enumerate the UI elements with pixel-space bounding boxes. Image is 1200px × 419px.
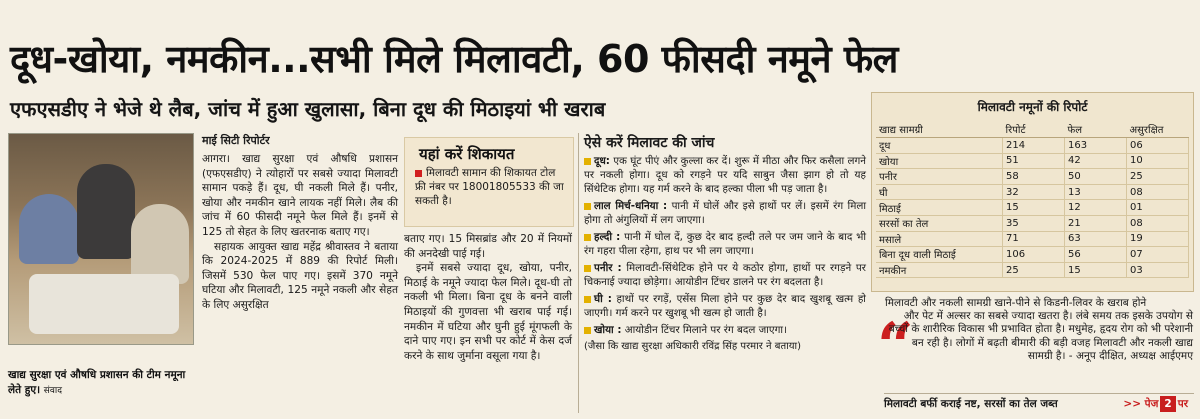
table-cell: पनीर: [876, 169, 1003, 185]
table-row: [876, 215, 1189, 231]
table-cell: 42: [1065, 153, 1127, 169]
check-label: खोया :: [594, 324, 622, 336]
yellow-square-icon: [584, 327, 591, 334]
table-cell: 163: [1065, 138, 1127, 154]
photo-credit: संवाद: [43, 386, 62, 396]
adulteration-check-box: [584, 133, 866, 353]
check-label: घी :: [594, 293, 612, 305]
yellow-square-icon: [584, 203, 591, 210]
table-header-row: [876, 121, 1189, 138]
check-label: दूध:: [594, 155, 610, 167]
yellow-square-icon: [584, 158, 591, 165]
table-cell: 32: [1003, 184, 1065, 200]
page-reference[interactable]: [1123, 394, 1188, 414]
table-cell: 03: [1126, 262, 1188, 278]
page-suffix: पर: [1177, 398, 1188, 410]
article-paragraph: सहायक आयुक्त खाद्य महेंद्र श्रीवास्तव ने बताया कि 2024-2025 में 889 की रिपोर्ट मिली। जिसमें 530 फेल पाए गए। इसमें 370 नमूने घटिया और मिलावटी, 125 नमूने नकली और सेहत के लिए असुरक्षित: [202, 240, 398, 311]
table-cell: 25: [1126, 169, 1188, 185]
byline: माई सिटी रिपोर्टर: [202, 134, 270, 147]
photo-caption-text: खाद्य सुरक्षा एवं औषधि प्रशासन की टीम नमूना लेते हुए।: [8, 369, 186, 396]
checks-title: ऐसे करें मिलावट की जांच: [584, 135, 715, 151]
table-header: असुरक्षित: [1126, 121, 1188, 138]
article-column-1: [202, 152, 398, 414]
table-cell: 15: [1065, 262, 1127, 278]
checks-note: (जैसा कि खाद्य सुरक्षा अधिकारी रविंद्र सिंह परमार ने बताया): [584, 341, 802, 352]
complaint-title: यहां करें शिकायत: [419, 145, 515, 163]
table-cell: 58: [1003, 169, 1065, 185]
yellow-square-icon: [584, 234, 591, 241]
check-text: आयोडीन टिंचर मिलाने पर रंग बदल जाएगा।: [624, 324, 787, 336]
column-divider: [578, 133, 579, 413]
yellow-square-icon: [584, 296, 591, 303]
table-row: [876, 200, 1189, 216]
table-cell: मसाले: [876, 231, 1003, 247]
table-cell: 51: [1003, 153, 1065, 169]
table-cell: 56: [1065, 247, 1127, 263]
article-paragraph: आगरा। खाद्य सुरक्षा एवं औषधि प्रशासन (एफएसडीए) ने त्योहारों पर सबसे ज्यादा मिलावटी सामान पकड़े हैं। दूध, घी नकली मिले हैं। पनीर, खोया और नमकीन खाने लायक नहीं मिले। लैब की जांच में 60 फीसदी नमूने फेल मिले हैं। इनमें से 125 तो सेहत के लिए खतरनाक बताए गए।: [202, 153, 398, 238]
table-cell: 08: [1126, 215, 1188, 231]
table-header: फेल: [1065, 121, 1127, 138]
complaint-text: मिलावटी सामान की शिकायत टोल फ्री नंबर पर 18001805533 की जा सकती है।: [415, 167, 564, 207]
table-row: [876, 184, 1189, 200]
table-cell: 08: [1126, 184, 1188, 200]
table-cell: 50: [1065, 169, 1127, 185]
table-cell: 25: [1003, 262, 1065, 278]
table-cell: 01: [1126, 200, 1188, 216]
table-cell: 106: [1003, 247, 1065, 263]
table-row: [876, 231, 1189, 247]
check-item: [584, 199, 866, 227]
check-item: [584, 261, 866, 289]
table-cell: घी: [876, 184, 1003, 200]
check-item: [584, 154, 866, 196]
table-cell: नमकीन: [876, 262, 1003, 278]
yellow-square-icon: [584, 265, 591, 272]
quote-first-line: मिलावटी और नकली सामग्री खाने-पीने से किडनी-लिवर के खराब होने: [885, 297, 1147, 309]
article-paragraph: इनमें सबसे ज्यादा दूध, खोया, पनीर, मिठाई के नमूने ज्यादा फेल मिले। दूध-घी तो नकली भी मिला। बिना दूध के बनने वाली मिठाइयों की गुणवत्ता भी खराब पाई गई। नमकीन में घटिया और घुनी हुई मूंगफली के दाने पाए गए। इन सभी पर कोर्ट में केस दर्ज करने के साथ जुर्माना वसूला गया है।: [404, 262, 572, 362]
table-cell: 13: [1065, 184, 1127, 200]
check-text: पानी में घोल दें, कुछ देर बाद हल्दी तले पर जम जाने के बाद भी रंग गहरा पीला रहेगा, हाथ पर भी लग जाएगा।: [584, 231, 866, 257]
table-header: खाद्य सामग्री: [876, 121, 1003, 138]
table-cell: 214: [1003, 138, 1065, 154]
page-arrow: >> पेज: [1123, 398, 1159, 410]
check-label: हल्दी :: [594, 231, 621, 243]
photo-caption: [8, 368, 198, 399]
complaint-box: [404, 137, 574, 227]
table-cell: 19: [1126, 231, 1188, 247]
footer-headline: मिलावटी बर्फी कराई नष्ट, सरसों का तेल जब्त: [884, 398, 1058, 410]
table-cell: 07: [1126, 247, 1188, 263]
table-cell: 12: [1065, 200, 1127, 216]
headline: दूध-खोया, नमकीन...सभी मिले मिलावटी, 60 फीसदी नमूने फेल: [10, 37, 898, 81]
expert-quote: [875, 297, 1193, 389]
table-cell: 15: [1003, 200, 1065, 216]
table-cell: 71: [1003, 231, 1065, 247]
table-cell: 21: [1065, 215, 1127, 231]
table-cell: सरसों का तेल: [876, 215, 1003, 231]
table-cell: दूध: [876, 138, 1003, 154]
check-item: [584, 323, 866, 337]
check-label: लाल मिर्च-धनिया :: [594, 200, 668, 212]
page-footer: [884, 393, 1194, 414]
table-cell: 35: [1003, 215, 1065, 231]
table-cell: बिना दूध वाली मिठाई: [876, 247, 1003, 263]
table-row: [876, 153, 1189, 169]
table-row: [876, 262, 1189, 278]
table-cell: 63: [1065, 231, 1127, 247]
check-label: पनीर :: [594, 262, 622, 274]
red-square-icon: [415, 170, 422, 177]
table-row: [876, 138, 1189, 154]
table-cell: 10: [1126, 153, 1188, 169]
table-row: [876, 169, 1189, 185]
quote-mark-icon: “: [877, 309, 914, 384]
check-item: [584, 230, 866, 258]
check-item: [584, 292, 866, 320]
table-header: रिपोर्ट: [1003, 121, 1065, 138]
check-text: मिलावटी-सिंथेटिक होने पर ये कठोर होगा, हाथों पर रगड़ने पर चिकनाई ज्यादा छोड़ेगा। आयोडीन टिंचर डालने पर रंग बदलता है।: [584, 262, 866, 288]
article-paragraph: बताए गए। 15 मिसब्रांड और 20 में नियमों की अनदेखी पाई गई।: [404, 233, 572, 260]
report-title: मिलावटी नमूनों की रिपोर्ट: [977, 100, 1088, 114]
report-table-box: [871, 92, 1194, 292]
news-photo: [8, 133, 194, 345]
check-text: हाथों पर रगड़ें, एसेंस मिला होने पर कुछ देर बाद खुशबू खत्म हो जाएगी। गर्म करने पर खुशबू भी खत्म हो जाती है।: [584, 293, 866, 319]
quote-text: [885, 297, 1193, 363]
subheadline: एफएसडीए ने भेजे थे लैब, जांच में हुआ खुलासा, बिना दूध की मिठाइयां भी खराब: [10, 97, 606, 121]
table-row: [876, 247, 1189, 263]
check-text: एक घूंट पीएं और कुल्ला कर दें। शुरू में मीठा और फिर कसैला लगने पर नकली होगा। दूध को रगड़ने पर यदि साबुन जैसा झाग हो तो यह सिंथेटिक होगा। यह गर्म करने के बाद हल्का पीला भी पड़ जाता है।: [584, 155, 866, 195]
complaint-body: [405, 166, 573, 208]
table-cell: 06: [1126, 138, 1188, 154]
quote-body: और पेट में अल्सर का सबसे ज्यादा खतरा है। लंबे समय तक इसके उपयोग से बच्चों के शारीरिक विकास भी प्रभावित होता है। मधुमेह, हृदय रोग को भी परेशानी बन रही है। लोगों में बढ़ती बीमारी की बड़ी वजह मिलावटी और नकली खाद्य सामग्री है। - अनूप दीक्षित, अध्यक्ष आईएमए: [888, 310, 1193, 362]
table-cell: मिठाई: [876, 200, 1003, 216]
table-cell: खोया: [876, 153, 1003, 169]
check-text: पानी में घोलें और इसे हाथों पर लें। इसमें रंग मिला होगा तो अंगुलियों में लग जाएगा।: [584, 200, 867, 226]
article-column-2: [404, 232, 572, 414]
page-number: 2: [1160, 396, 1175, 412]
report-table: [876, 121, 1189, 278]
